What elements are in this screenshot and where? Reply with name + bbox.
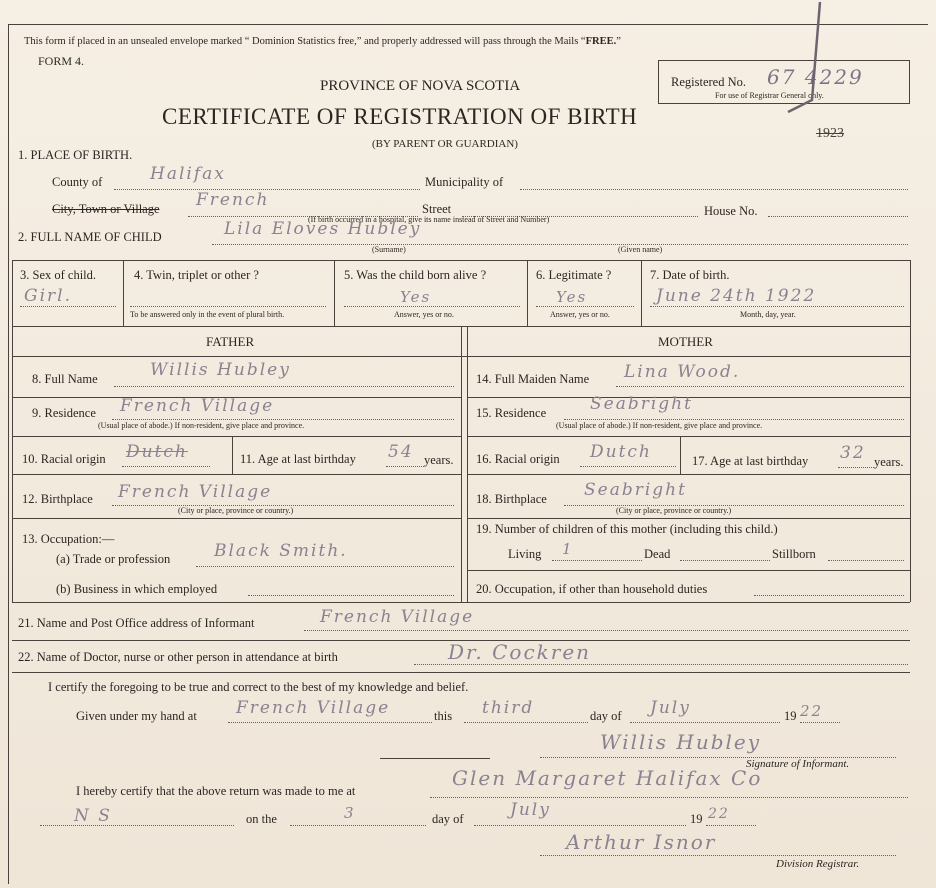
hospital-note: (If birth occurred in a hospital, give its name instead of Street and Number) <box>308 215 550 224</box>
reg-year-prefix: 19 <box>690 812 703 826</box>
father-heading: FATHER <box>206 334 255 349</box>
father-name-value: Willis Hubley <box>150 360 291 380</box>
mother-birthplace-value: Seabright <box>584 480 687 500</box>
informant-caption: Signature of Informant. <box>746 758 850 770</box>
house-line <box>768 216 908 217</box>
father-age-value: 54 <box>388 442 414 462</box>
mother-racial-value: Dutch <box>590 442 652 462</box>
registrar-note: For use of Registrar General only. <box>715 91 824 100</box>
reg-day-of-label: day of <box>432 812 464 826</box>
twin-note: To be answered only in the event of plural birth. <box>130 310 285 319</box>
mother-age-label: 17. Age at last birthday <box>692 454 809 468</box>
registered-value: 67 4229 <box>767 65 864 89</box>
father-residence-label: 9. Residence <box>32 406 96 420</box>
birth-date-label: 7. Date of birth. <box>650 268 730 282</box>
father-age-suffix: years. <box>424 453 454 467</box>
alive-value: Yes <box>400 288 432 306</box>
separator-rule <box>380 758 490 759</box>
given-label: Given under my hand at <box>76 709 197 723</box>
left-border <box>8 24 9 884</box>
living-label: Living <box>508 547 542 561</box>
city-label: City, Town or Village <box>52 202 160 216</box>
dead-label: Dead <box>644 547 671 561</box>
mother-racial-label: 16. Racial origin <box>476 452 560 466</box>
mother-age-suffix: years. <box>874 455 904 469</box>
sex-value: Girl. <box>24 286 72 306</box>
county-label: County of <box>52 175 103 189</box>
given-month: July <box>650 698 691 718</box>
children-count-label: 19. Number of children of this mother (including this child.) <box>476 522 778 536</box>
trade-label: (a) Trade or profession <box>56 552 171 566</box>
city-value: French <box>196 190 270 210</box>
this-label: this <box>434 709 453 723</box>
alive-label: 5. Was the child born alive ? <box>344 268 487 282</box>
house-label: House No. <box>704 204 758 218</box>
alive-note: Answer, yes or no. <box>394 310 454 319</box>
county-value: Halifax <box>150 164 226 184</box>
mother-residence-note: (Usual place of abode.) If non-resident, give place and province. <box>556 421 763 430</box>
doctor-value: Dr. Cockren <box>448 640 592 664</box>
birth-date-note: Month, day, year. <box>740 310 796 319</box>
surname-note: (Surname) <box>372 245 406 254</box>
legitimate-label: 6. Legitimate ? <box>536 268 612 282</box>
legitimate-value: Yes <box>556 288 588 306</box>
living-value: 1 <box>562 540 574 558</box>
informant-label: 21. Name and Post Office address of Informant <box>18 616 255 630</box>
father-racial-value: Dutch <box>126 442 188 462</box>
mail-notice: This form if placed in an unsealed envelope marked “ Dominion Statistics free,” and properly addressed will pass through the Mails “FREE.” <box>24 36 621 47</box>
informant-value: French Village <box>320 607 475 627</box>
corner-number: 1923 <box>816 126 844 141</box>
given-day: third <box>482 698 535 718</box>
registrar-month: July <box>510 800 551 820</box>
given-name-note: (Given name) <box>618 245 663 254</box>
municipality-line <box>520 189 908 190</box>
mother-birthplace-label: 18. Birthplace <box>476 492 547 506</box>
business-label: (b) Business in which employed <box>56 582 218 596</box>
father-racial-label: 10. Racial origin <box>22 452 106 466</box>
informant-signature: Willis Hubley <box>600 730 762 754</box>
registrar-caption: Division Registrar. <box>776 858 860 870</box>
father-age-label: 11. Age at last birthday <box>240 452 356 466</box>
mother-name-value: Lina Wood. <box>624 362 741 382</box>
given-year-prefix: 19 <box>784 709 797 723</box>
father-birthplace-label: 12. Birthplace <box>22 492 93 506</box>
mother-name-label: 14. Full Maiden Name <box>476 372 590 386</box>
registrar-place-2: N S <box>74 806 112 826</box>
birth-date-value: June 24th 1922 <box>656 286 817 306</box>
registrar-text: I hereby certify that the above return was made to me at <box>76 784 356 798</box>
on-the-label: on the <box>246 812 277 826</box>
father-birthplace-value: French Village <box>118 482 273 502</box>
certify-text: I certify the foregoing to be true and correct to the best of my knowledge and belief. <box>48 680 469 694</box>
mother-occupation-label: 20. Occupation, if other than household duties <box>476 582 708 596</box>
legitimate-note: Answer, yes or no. <box>550 310 610 319</box>
father-birthplace-note: (City or place, province or country.) <box>178 506 294 515</box>
stillborn-label: Stillborn <box>772 547 816 561</box>
street-label: Street <box>422 202 452 216</box>
child-name-line <box>212 244 908 245</box>
pen-stroke-mark <box>780 0 840 120</box>
father-residence-note: (Usual place of abode.) If non-resident, give place and province. <box>98 421 305 430</box>
twin-label: 4. Twin, triplet or other ? <box>134 268 259 282</box>
father-name-label: 8. Full Name <box>32 372 98 386</box>
trade-value: Black Smith. <box>214 541 348 561</box>
father-residence-value: French Village <box>120 396 275 416</box>
registered-label: Registered No. <box>671 75 746 89</box>
mother-residence-label: 15. Residence <box>476 406 547 420</box>
given-year: 22 <box>800 702 824 720</box>
form-number: FORM 4. <box>38 54 85 68</box>
registrar-year: 22 <box>708 806 730 822</box>
municipality-label: Municipality of <box>425 175 504 189</box>
registrar-signature: Arthur Isnor <box>566 830 717 854</box>
doctor-label: 22. Name of Doctor, nurse or other person in attendance at birth <box>18 650 338 664</box>
mother-heading: MOTHER <box>658 334 713 349</box>
child-name-value: Lila Eloves Hubley <box>224 219 422 239</box>
certificate-title: CERTIFICATE OF REGISTRATION OF BIRTH <box>162 104 638 129</box>
certificate-subtitle: (BY PARENT OR GUARDIAN) <box>372 138 518 150</box>
mother-residence-value: Seabright <box>590 394 693 414</box>
registrar-day: 3 <box>344 804 356 822</box>
place-of-birth-heading: 1. PLACE OF BIRTH. <box>18 148 133 162</box>
mother-age-value: 32 <box>840 443 866 463</box>
mother-birthplace-note: (City or place, province or country.) <box>616 506 732 515</box>
given-place: French Village <box>236 698 391 718</box>
child-name-label: 2. FULL NAME OF CHILD <box>18 230 162 244</box>
province-title: PROVINCE OF NOVA SCOTIA <box>320 78 521 94</box>
day-of-label: day of <box>590 709 622 723</box>
registrar-place: Glen Margaret Halifax Co <box>452 766 763 790</box>
sex-label: 3. Sex of child. <box>20 268 97 282</box>
father-occupation-label: 13. Occupation:— <box>22 532 115 546</box>
